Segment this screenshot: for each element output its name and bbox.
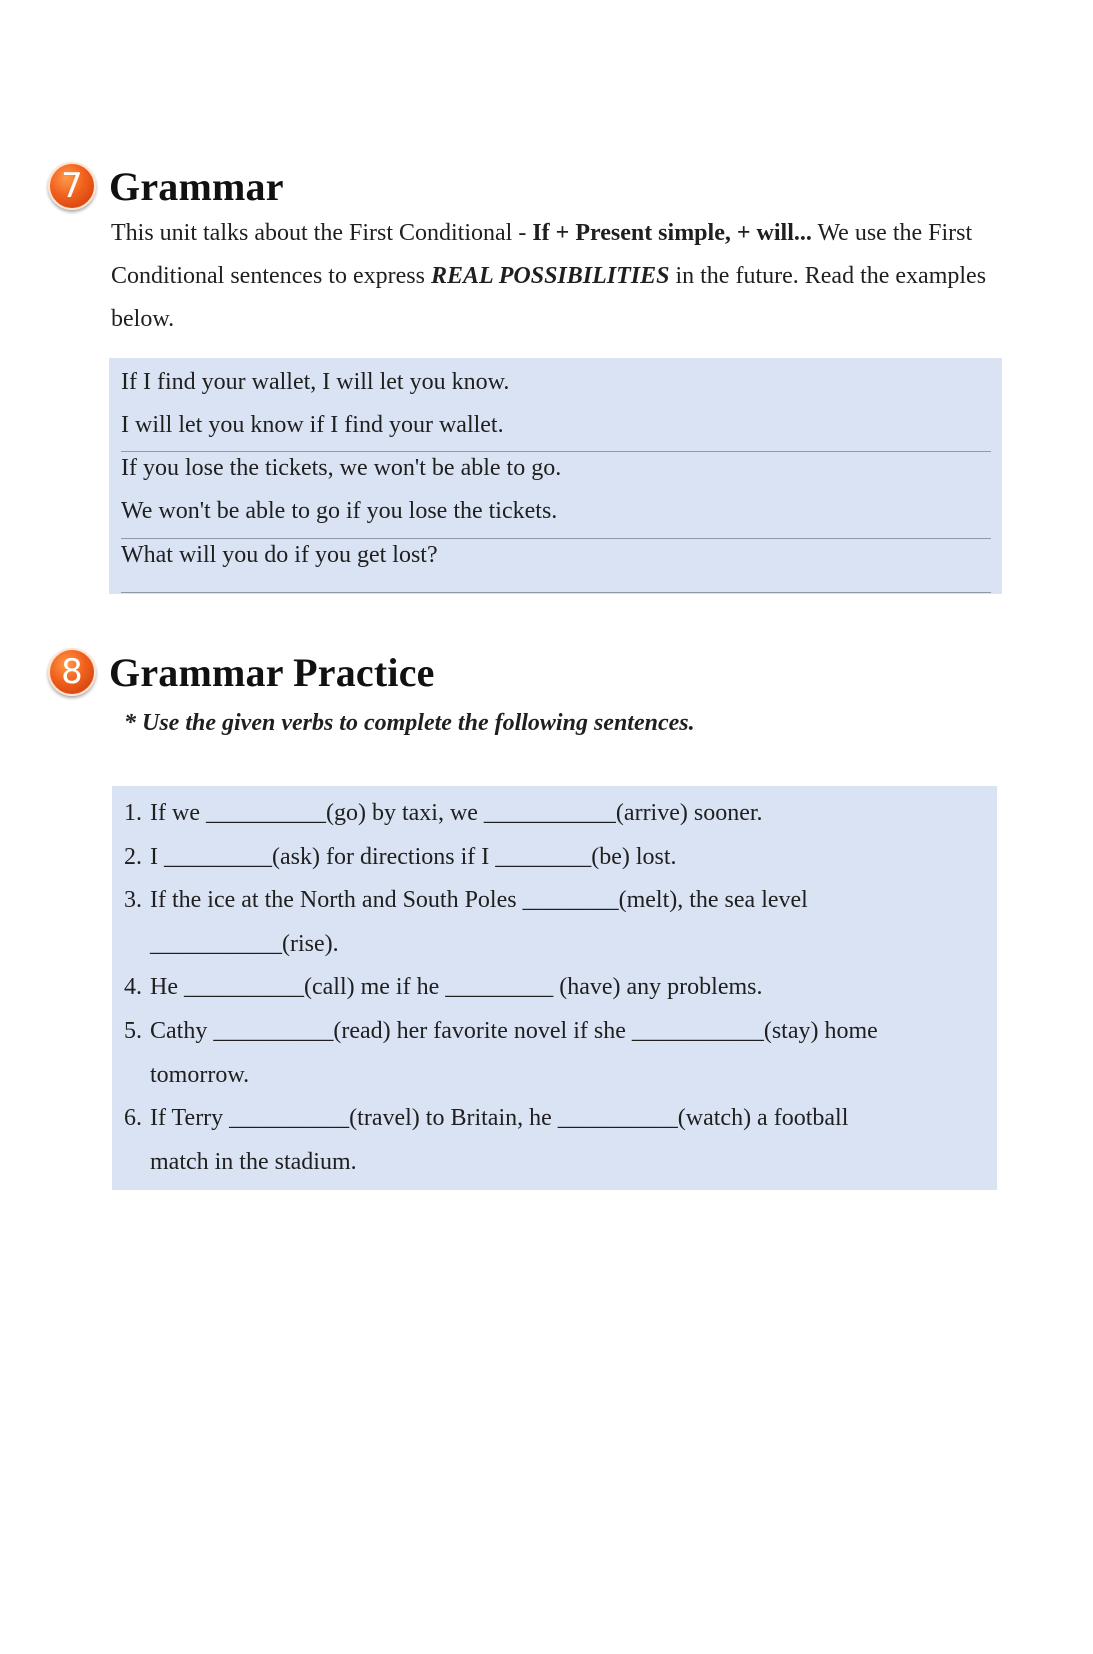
example-divider xyxy=(121,538,991,539)
section-number-badge-7 xyxy=(48,162,96,210)
example-divider xyxy=(121,592,991,593)
practice-item-3 xyxy=(124,879,984,966)
intro-emphasis: REAL POSSIBILITIES xyxy=(430,263,670,289)
section-title-practice: Grammar Practice xyxy=(109,649,435,695)
examples-box xyxy=(109,358,1002,594)
item-text-continued: ___________(rise). xyxy=(150,930,339,957)
practice-item-4 xyxy=(124,966,984,1010)
intro-formula: If + Present simple, + will... xyxy=(532,220,812,246)
practice-section-header xyxy=(48,644,435,700)
practice-item-1 xyxy=(124,792,984,836)
item-number: 5. xyxy=(124,1018,142,1044)
item-text: If Terry __________(travel) to Britain, he __________(watch) a football xyxy=(150,1105,849,1131)
item-text: I _________(ask) for directions if I ________(be) lost. xyxy=(150,844,677,870)
item-text: He __________(call) me if he _________ (have) any problems. xyxy=(150,974,763,1000)
grammar-section-header xyxy=(48,158,284,214)
intro-text-2: We use the First Conditional sentences to express xyxy=(111,220,973,289)
practice-item-6 xyxy=(124,1097,984,1184)
section-number: 8 xyxy=(61,652,83,692)
item-text-continued: tomorrow. xyxy=(150,1061,250,1088)
example-sentence: If you lose the tickets, we won't be able to go. xyxy=(121,455,562,481)
example-sentence: If I find your wallet, I will let you know. xyxy=(121,369,510,395)
item-number: 2. xyxy=(124,844,142,870)
intro-text-3: in the future. Read the examples below. xyxy=(111,263,987,332)
item-number: 3. xyxy=(124,887,142,913)
example-sentence: What will you do if you get lost? xyxy=(121,542,438,568)
example-sentence: We won't be able to go if you lose the tickets. xyxy=(121,498,558,524)
item-text: If we __________(go) by taxi, we ___________(arrive) sooner. xyxy=(150,800,763,826)
practice-box xyxy=(112,786,997,1190)
item-text: Cathy __________(read) her favorite novel if she ___________(stay) home xyxy=(150,1018,878,1044)
section-title-grammar: Grammar xyxy=(109,163,284,209)
section-number: 7 xyxy=(61,166,83,206)
practice-item-5 xyxy=(124,1010,984,1097)
example-divider xyxy=(121,451,991,452)
intro-text-1: This unit talks about the First Conditional - xyxy=(111,220,533,246)
grammar-intro-paragraph xyxy=(111,212,1011,341)
item-number: 1. xyxy=(124,800,142,826)
item-number: 4. xyxy=(124,974,142,1000)
section-number-badge-8 xyxy=(48,648,96,696)
item-text-continued: match in the stadium. xyxy=(150,1148,357,1175)
practice-instruction: * Use the given verbs to complete the following sentences. xyxy=(124,710,695,736)
item-text: If the ice at the North and South Poles ________(melt), the sea level xyxy=(150,887,808,913)
example-sentence: I will let you know if I find your wallet. xyxy=(121,412,504,438)
practice-item-2 xyxy=(124,836,984,880)
item-number: 6. xyxy=(124,1105,142,1131)
